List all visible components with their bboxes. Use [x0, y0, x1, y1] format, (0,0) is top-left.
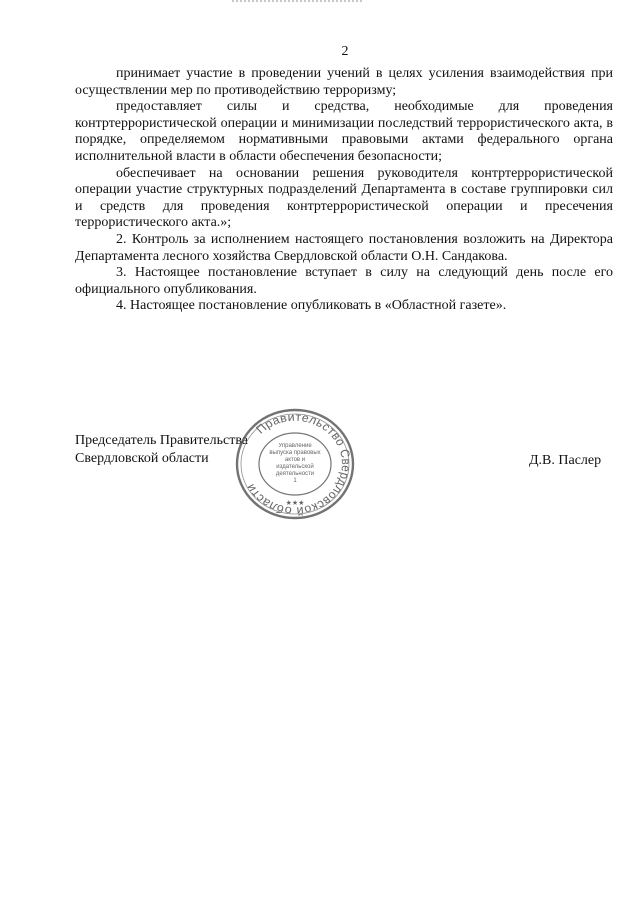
scan-artifact — [232, 0, 362, 8]
paragraph-control: 2. Контроль за исполнением настоящего постановления возложить на Директора Департамента лесного хозяйства Свердловской области О.Н. Сандакова. — [75, 231, 613, 264]
signatory-title: Председатель Правительства Свердловской области — [75, 433, 248, 466]
seal-graphic — [227, 405, 363, 523]
signatory-name: Д.В. Паслер — [529, 453, 602, 468]
seal-center-number: 1 — [293, 478, 297, 484]
paragraph-effective-date: 3. Настоящее постановление вступает в силу на следующий день после его официального опубликования. — [75, 265, 613, 297]
seal-ring-text: Правительство Свердловской области — [242, 410, 354, 518]
document-body — [75, 66, 613, 315]
seal-center-block — [267, 443, 323, 485]
seal-stars: ★★★ — [285, 499, 305, 507]
paragraph-1: принимает участие в проведении учений в целях усиления взаимодействия при осуществлении мер по противодействию терроризму; — [75, 66, 613, 98]
page-number: 2 — [341, 44, 349, 59]
paragraph-3: обеспечивает на основании решения руководителя контртеррористической операции участие структурных подразделений Департамента в составе группировки сил и средств для проведения контртеррористической операции и пресечения террористического акта.»; — [75, 165, 613, 231]
seal-center-text: Управление выпуска правовых актов и издательской деятельности — [269, 443, 321, 477]
paragraph-2: предоставляет силы и средства, необходимые для проведения контртеррористической операции и минимизации последствий террористического акта, в порядке, определяемом нормативными правовыми актами федерального органа исполнительной власти в области обеспечения безопасности; — [75, 99, 613, 164]
official-seal — [227, 405, 363, 523]
paragraph-publication: 4. Настоящее постановление опубликовать в «Областной газете». — [116, 298, 507, 314]
